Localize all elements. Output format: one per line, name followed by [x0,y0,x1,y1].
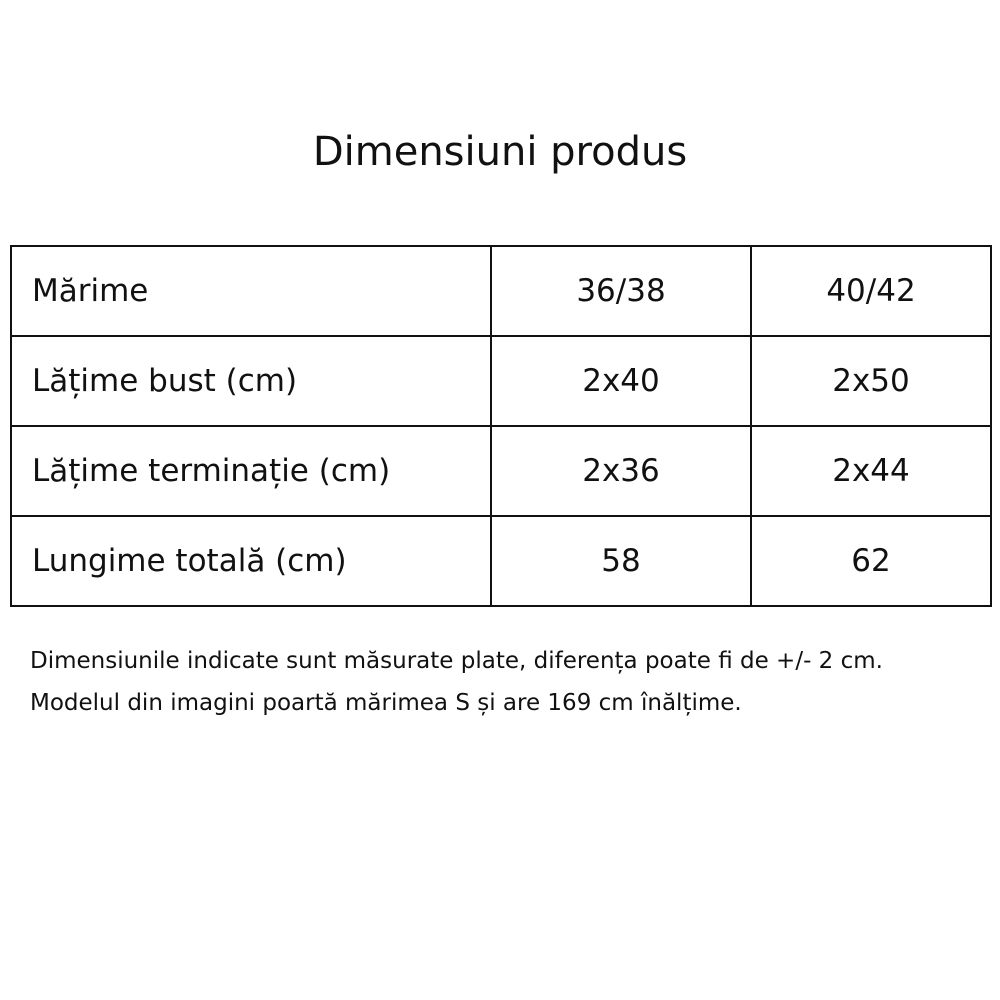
size-chart-table [10,245,992,607]
row-label-total-length: Lungime totală (cm) [11,516,491,606]
page-title: Dimensiuni produs [312,129,688,175]
notes-block [30,640,990,724]
cell-total-length-col2: 62 [751,516,991,606]
table-row-size [11,246,991,336]
cell-bust-width-col1: 2x40 [491,336,751,426]
cell-bust-width-col2: 2x50 [751,336,991,426]
table-row-total-length [11,516,991,606]
cell-hem-width-col1: 2x36 [491,426,751,516]
cell-hem-width-col2: 2x44 [751,426,991,516]
cell-size-col1: 36/38 [491,246,751,336]
table-row-bust-width [11,336,991,426]
row-label-bust-width: Lățime bust (cm) [11,336,491,426]
note-model-info: Modelul din imagini poartă mărimea S și are 169 cm înălțime. [30,690,742,716]
table-row-hem-width [11,426,991,516]
row-label-size: Mărime [11,246,491,336]
cell-total-length-col1: 58 [491,516,751,606]
note-measurement-tolerance: Dimensiunile indicate sunt măsurate plate, diferența poate fi de +/- 2 cm. [30,648,883,674]
cell-size-col2: 40/42 [751,246,991,336]
row-label-hem-width: Lățime terminație (cm) [11,426,491,516]
